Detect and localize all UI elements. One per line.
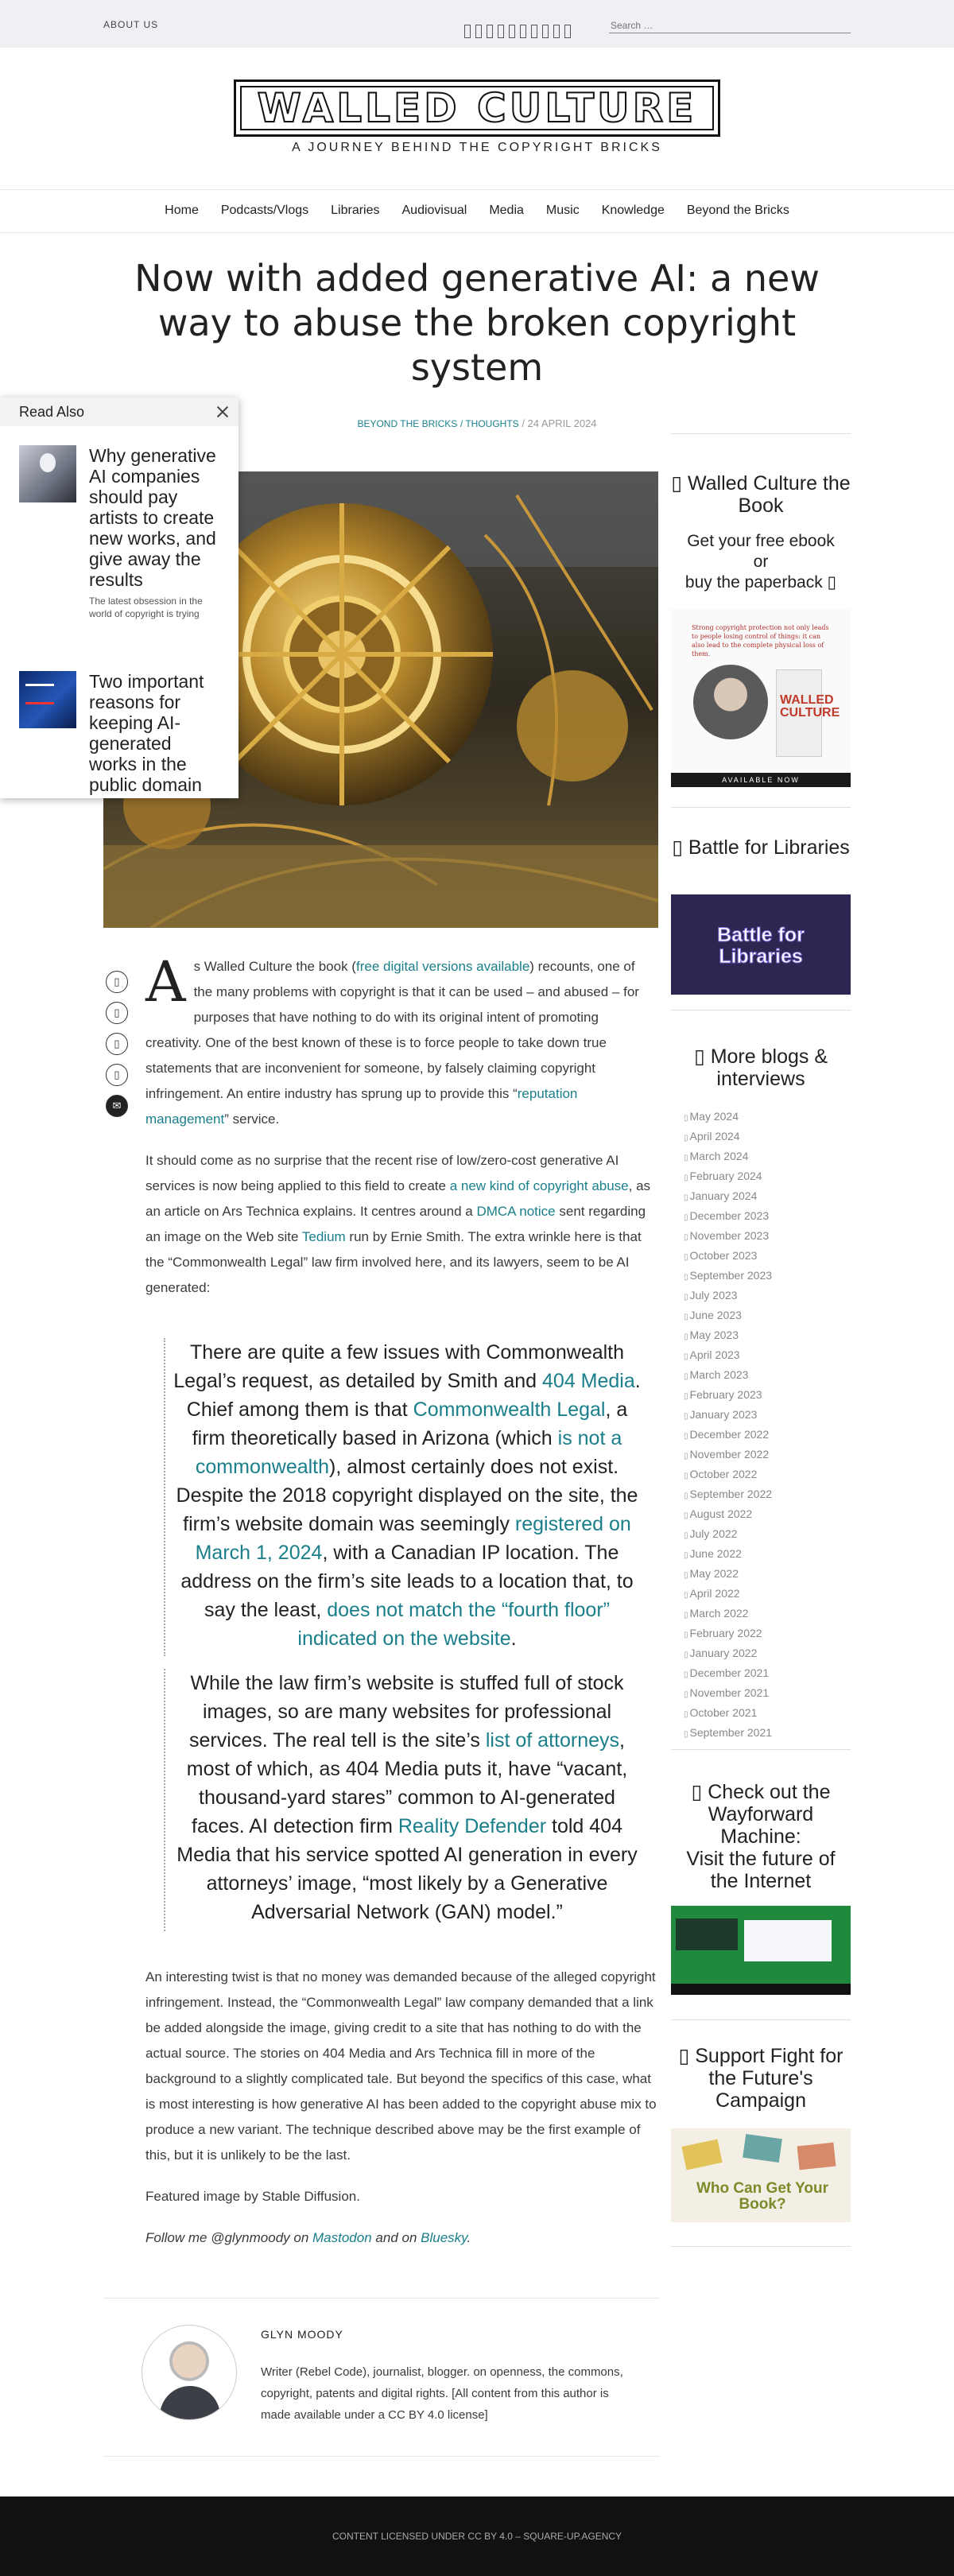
- future-widget-title[interactable]: ▯ Support Fight for the Future's Campaign: [678, 2045, 843, 2112]
- site-logo[interactable]: [234, 80, 720, 137]
- sidebar-divider: [671, 433, 851, 434]
- share-icon-3[interactable]: ▯: [106, 1033, 128, 1055]
- follow-text: .: [467, 2230, 471, 2245]
- quote-1-link[interactable]: Commonwealth Legal: [413, 1399, 606, 1421]
- quote-1-text: There are quite a few issues with Commonwealth Legal’s request, as detailed by Smith and: [173, 1341, 625, 1392]
- future-image-text: Who Can Get Your Book?: [696, 2180, 829, 2213]
- read-also-header: [0, 398, 238, 426]
- book-cover-title: WALLED CULTURE: [780, 693, 840, 720]
- nav-item-knowledge[interactable]: Knowledge: [601, 204, 665, 217]
- quote-1-text: . Chief among them is that: [186, 1370, 641, 1421]
- article-body: [145, 949, 657, 1317]
- archive-link[interactable]: ▯ March 2024: [684, 1147, 772, 1167]
- read-also-item[interactable]: [19, 445, 221, 620]
- main-nav: [0, 204, 954, 218]
- wayforward-widget-title: ▯ Check out the Wayforward Machine:: [691, 1781, 831, 1848]
- paragraph-2-text: run by Ernie Smith. The extra wrinkle here is that the “Commonwealth Legal” law firm involved here, and its lawyers, seem to be AI generated:: [145, 1229, 642, 1295]
- read-also-item-text: [89, 671, 221, 795]
- archive-link[interactable]: ▯ May 2022: [684, 1565, 772, 1585]
- quote-2-link[interactable]: list of attorneys: [485, 1729, 620, 1752]
- paragraph-5: [145, 2225, 657, 2251]
- quote-1-text: , with a Canadian IP location. The address on the firm’s site leads to a location that, to say the least,: [180, 1542, 634, 1621]
- read-also-item[interactable]: [19, 671, 221, 795]
- book-widget-title[interactable]: ▯ Walled Culture the Book: [671, 472, 851, 517]
- quote-1-link[interactable]: is not a commonwealth: [195, 1427, 622, 1478]
- paragraph-2-text: , as an article on Ars Technica explains. It centres around a: [145, 1178, 651, 1219]
- quote-1-link[interactable]: registered on March 1, 2024: [195, 1513, 631, 1564]
- paragraph-2-link[interactable]: Tedium: [301, 1229, 346, 1244]
- quote-1-link[interactable]: does not match the “fourth floor” indicated on the website: [297, 1599, 610, 1650]
- wayforward-screenshot-panel: [744, 1920, 832, 1961]
- linkedin-icon[interactable]: [520, 25, 526, 38]
- quote-2-link[interactable]: Reality Defender: [398, 1815, 547, 1837]
- read-also-item-snippet: The latest obsession in the world of copyright is trying: [89, 596, 203, 619]
- paragraph-3: An interesting twist is that no money was demanded because of the alleged copyright infringement. Instead, the “Commonwealth Legal” law company demanded that a link be added alongside the image, giving credit to a site that has nothing to do with the actual source. The stories on 404 Media and Ars Technica fill in more of the background to a slightly complicated tale. But beyond the specifics of this case, what is most interesting is how generative AI has been added to the copyright abuse mix to produce a new variant. The technique described above may be the first example of this, but it is unlikely to be the last.: [145, 1969, 657, 2163]
- post-title: Now with added generative AI: a new way to abuse the broken copyright system: [134, 257, 820, 389]
- book-promo-text: Strong copyright protection not only leads to people losing control of things: it can also lead to the complete physical loss of them.: [692, 624, 829, 658]
- follow-text: and on: [371, 2230, 421, 2245]
- archive-link[interactable]: ▯ June 2022: [684, 1545, 772, 1565]
- paragraph-1-link[interactable]: free digital versions available: [355, 959, 530, 974]
- site-tagline: A JOURNEY BEHIND THE COPYRIGHT BRICKS: [292, 141, 662, 154]
- nav-item-libraries[interactable]: Libraries: [331, 204, 380, 217]
- paragraph-2-link[interactable]: a new kind of copyright abuse: [449, 1178, 629, 1193]
- archive-link[interactable]: ▯ January 2023: [684, 1406, 772, 1426]
- article-body-continued: [145, 1965, 657, 2267]
- archive-link[interactable]: ▯ February 2022: [684, 1624, 772, 1644]
- quote-2-text: told 404 Media that his service spotted AI generation in every attorneys’ image, “most likely by a Generative Adversarial Network (GAN) model.”: [176, 1815, 638, 1923]
- book-illustration: [797, 2143, 836, 2171]
- archive-link[interactable]: ▯ November 2021: [684, 1684, 772, 1704]
- archive-link[interactable]: ▯ April 2022: [684, 1585, 772, 1604]
- author-name[interactable]: GLYN MOODY: [261, 2328, 343, 2341]
- category-separator: /: [460, 418, 466, 429]
- sidebar-divider: [671, 2019, 851, 2020]
- paragraph-1-link[interactable]: reputation management: [145, 1086, 578, 1127]
- mastodon-icon[interactable]: [475, 25, 482, 38]
- quote-1-text: ), almost certainly does not exist. Despite the 2018 copyright displayed on the site, the firm’s website domain was seemingly: [176, 1456, 638, 1535]
- book-widget-sub1: Get your free ebook: [687, 532, 835, 550]
- close-icon[interactable]: [215, 404, 231, 420]
- quote-2-text: , most of which, as 404 Media puts it, have “vacant, thousand-yard stares” common to AI-generated faces. AI detection firm: [186, 1729, 628, 1837]
- rss-icon[interactable]: [464, 25, 471, 38]
- follow-link[interactable]: Bluesky: [421, 2230, 467, 2245]
- archive-link[interactable]: ▯ September 2023: [684, 1267, 772, 1286]
- paragraph-2-link[interactable]: DMCA notice: [476, 1204, 556, 1219]
- wayforward-widget-sub[interactable]: Visit the future of the Internet: [686, 1848, 836, 1892]
- wayforward-logo-panel: [676, 1918, 738, 1950]
- share-icon-2[interactable]: ▯: [106, 1002, 128, 1024]
- bluesky-icon[interactable]: [487, 25, 493, 38]
- archive-link[interactable]: ▯ March 2023: [684, 1366, 772, 1386]
- social-icons: [464, 25, 571, 38]
- top-bar: [0, 0, 954, 48]
- read-also-item-title[interactable]: Why generative AI companies should pay artists to create new works, and give away the results: [89, 445, 216, 590]
- site-footer: CONTENT LICENSED UNDER CC BY 4.0 – SQUARE-UP.AGENCY: [0, 2496, 954, 2576]
- post-date: 24 APRIL 2024: [527, 417, 597, 429]
- wayforward-stripe: [671, 1984, 851, 1995]
- blockquote-1: [164, 1338, 641, 1656]
- archive-link[interactable]: ▯ December 2021: [684, 1664, 772, 1684]
- libraries-widget-title[interactable]: ▯ Battle for Libraries: [672, 836, 850, 859]
- paragraph-2-text: sent regarding an image on the Web site: [145, 1204, 646, 1244]
- archive-link[interactable]: ▯ March 2022: [684, 1604, 772, 1624]
- drop-cap: A: [145, 949, 186, 1014]
- nav-item-podcasts-vlogs[interactable]: Podcasts/Vlogs: [220, 204, 309, 217]
- archive-link[interactable]: ▯ September 2022: [684, 1485, 772, 1505]
- wayforward-machine-image[interactable]: [671, 1906, 851, 1995]
- read-also-heading: Read Also: [19, 403, 85, 420]
- blogs-widget-title: ▯ More blogs & interviews: [694, 1046, 828, 1090]
- book-illustration: [681, 2140, 722, 2171]
- archive-link[interactable]: ▯ November 2022: [684, 1445, 772, 1465]
- archive-link[interactable]: ▯ October 2022: [684, 1465, 772, 1485]
- archive-link[interactable]: ▯ January 2022: [684, 1644, 772, 1664]
- archive-link[interactable]: ▯ December 2022: [684, 1426, 772, 1445]
- author-avatar[interactable]: [142, 2325, 237, 2420]
- archive-link[interactable]: ▯ January 2024: [684, 1187, 772, 1207]
- paragraph-4: Featured image by Stable Diffusion.: [145, 2189, 360, 2204]
- read-also-item-text: [89, 445, 221, 620]
- archive-link[interactable]: ▯ May 2023: [684, 1326, 772, 1346]
- divider: [0, 189, 954, 190]
- divider: [103, 2456, 660, 2457]
- author-photo: [693, 665, 768, 739]
- archive-link[interactable]: ▯ May 2024: [684, 1108, 772, 1127]
- archive-link[interactable]: ▯ November 2023: [684, 1227, 772, 1247]
- email-share-icon[interactable]: ✉: [106, 1095, 128, 1117]
- facebook-icon[interactable]: [509, 25, 515, 38]
- share-icon-1[interactable]: ▯: [106, 971, 128, 993]
- quote-1-text: .: [510, 1627, 517, 1650]
- book-cover: [776, 669, 840, 757]
- archive-link[interactable]: ▯ February 2023: [684, 1386, 772, 1406]
- buy-paperback-link[interactable]: buy the paperback ▯: [684, 573, 837, 592]
- archive-link[interactable]: ▯ June 2023: [684, 1306, 772, 1326]
- email-icon[interactable]: [564, 25, 571, 38]
- follow-link[interactable]: Mastodon: [312, 2230, 372, 2245]
- about-us-link[interactable]: ABOUT US: [103, 19, 159, 30]
- archive-link[interactable]: ▯ September 2021: [684, 1724, 772, 1744]
- archive-link[interactable]: ▯ October 2023: [684, 1247, 772, 1267]
- sidebar-divider: [671, 1010, 851, 1011]
- robot-thumbnail: [19, 445, 76, 502]
- nav-item-music[interactable]: Music: [545, 204, 580, 217]
- quote-2-text: While the law firm’s website is stuffed full of stock images, so are many websites for professional services. The real tell is the site’s: [189, 1672, 624, 1752]
- podcast-icon[interactable]: [542, 25, 549, 38]
- book-promo-image[interactable]: [671, 609, 851, 787]
- archive-link[interactable]: ▯ April 2023: [684, 1346, 772, 1366]
- twitter-icon[interactable]: [498, 25, 504, 38]
- logo-text: WALLED CULTURE: [257, 85, 697, 131]
- paragraph-2: [145, 1148, 657, 1301]
- paragraph-1-text: ) recounts, one of the many problems with copyright is that it can be used – and abused – for purposes that have nothing to do with its original intent of promoting creativity. One of the best known of these is to force people to take down true statements that are inconvenient for someone, by falsely claiming copyright infringement. An entire industry has sprung up to provide this “: [145, 959, 639, 1101]
- archive-link[interactable]: ▯ October 2021: [684, 1704, 772, 1724]
- blockquote-2: [164, 1669, 641, 1931]
- archive-list: [684, 1108, 772, 1744]
- divider: [0, 232, 954, 233]
- meta-separator: /: [522, 417, 528, 429]
- battle-for-libraries-text: Battle for Libraries: [717, 924, 805, 968]
- paragraph-1-text: s Walled Culture the book (: [193, 959, 356, 974]
- battle-for-libraries-image[interactable]: [671, 894, 851, 995]
- quote-1-link[interactable]: 404 Media: [542, 1370, 635, 1392]
- nav-item-audiovisual[interactable]: Audiovisual: [401, 204, 467, 217]
- nav-item-home[interactable]: Home: [165, 204, 199, 217]
- divider: [103, 2298, 660, 2299]
- category-link[interactable]: THOUGHTS: [465, 418, 519, 429]
- sidebar-divider: [671, 807, 851, 808]
- nav-item-media[interactable]: Media: [489, 204, 524, 217]
- ai-thumbnail: [19, 671, 76, 728]
- nav-item-beyond-the-bricks[interactable]: Beyond the Bricks: [686, 204, 789, 217]
- author-bio: Writer (Rebel Code), journalist, blogger. on openness, the commons, copyright, patents and digital rights. [All content from this author is made available under a CC BY 4.0 license]: [261, 2365, 623, 2422]
- archive-link[interactable]: ▯ July 2022: [684, 1525, 772, 1545]
- paragraph-1-text: ” service.: [224, 1111, 280, 1127]
- archive-link[interactable]: ▯ August 2022: [684, 1505, 772, 1525]
- sidebar-divider: [671, 1749, 851, 1750]
- read-also-item-title[interactable]: Two important reasons for keeping AI-generated works in the public domain: [89, 671, 204, 795]
- youtube-icon[interactable]: [531, 25, 537, 38]
- author-box: [142, 2325, 650, 2420]
- read-also-panel: [0, 398, 238, 798]
- sidebar-divider: [671, 2246, 851, 2247]
- book-illustration: [743, 2134, 782, 2163]
- category-link[interactable]: BEYOND THE BRICKS: [357, 418, 458, 429]
- share-bar: [106, 971, 128, 1117]
- archive-link[interactable]: ▯ February 2024: [684, 1167, 772, 1187]
- search-input[interactable]: [609, 17, 851, 33]
- archive-link[interactable]: ▯ July 2023: [684, 1286, 772, 1306]
- who-can-get-your-book-image[interactable]: [671, 2128, 851, 2222]
- share-icon-4[interactable]: ▯: [106, 1064, 128, 1086]
- follow-text: Follow me @glynmoody on: [145, 2230, 313, 2245]
- quote-1-text: , a firm theoretically based in Arizona (which: [192, 1399, 628, 1449]
- archive-link[interactable]: ▯ April 2024: [684, 1127, 772, 1147]
- paragraph-2-text: It should come as no surprise that the recent rise of low/zero-cost generative AI services is now being applied to this field to create: [145, 1153, 619, 1193]
- newsletter-icon[interactable]: [553, 25, 560, 38]
- book-widget-sub2: or: [753, 553, 769, 571]
- archive-link[interactable]: ▯ December 2023: [684, 1207, 772, 1227]
- available-now-bar: AVAILABLE NOW: [671, 773, 851, 787]
- paragraph-1: [145, 949, 657, 1132]
